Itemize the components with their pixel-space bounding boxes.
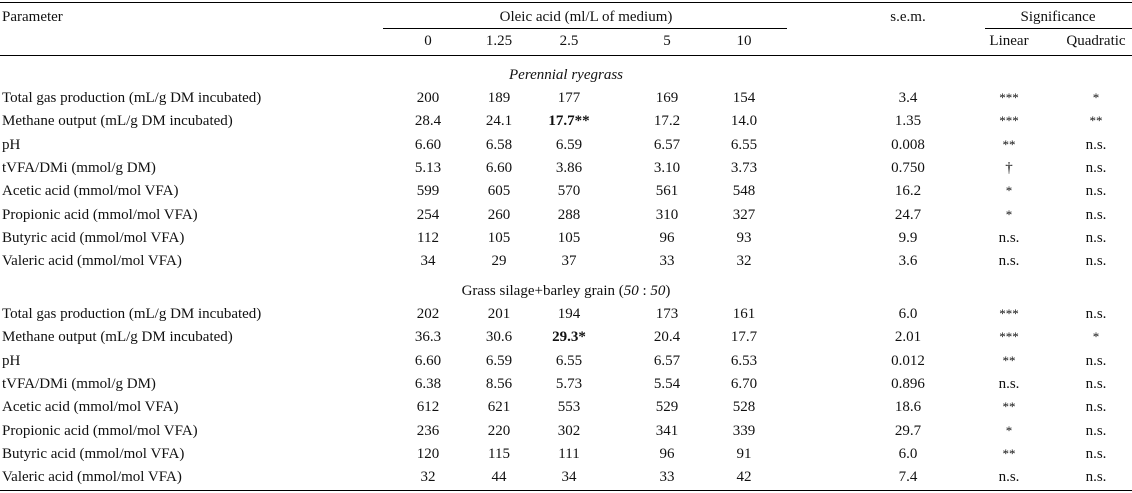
value-cell: 6.59	[555, 137, 583, 153]
value-cell: 96	[659, 446, 675, 462]
value-cell: 105	[557, 230, 581, 246]
value-cell: 112	[417, 230, 439, 246]
row-label: Butyric acid (mmol/mol VFA)	[2, 230, 185, 246]
row-label: Butyric acid (mmol/mol VFA)	[2, 446, 185, 462]
section-title-part: :	[638, 283, 651, 299]
value-cell: 6.60	[485, 160, 513, 176]
value-cell: 20.4	[653, 329, 681, 345]
linear-significance-cell: **	[1002, 137, 1016, 152]
linear-significance-cell: n.s.	[998, 469, 1020, 485]
value-cell: 115	[488, 446, 510, 462]
quadratic-significance-cell: n.s.	[1085, 353, 1107, 369]
section-title-part: 50	[623, 283, 639, 299]
bottom-rule	[0, 490, 1132, 491]
value-cell: 310	[655, 207, 679, 223]
value-cell: 3.73	[730, 160, 758, 176]
value-cell: 6.60	[414, 137, 442, 153]
header-level-10: 10	[736, 33, 752, 49]
value-cell: 6.57	[653, 137, 681, 153]
value-cell: 24.1	[485, 113, 513, 129]
header-level-2-5: 2.5	[559, 33, 579, 49]
value-cell: 5.73	[555, 376, 583, 392]
value-cell: 548	[732, 183, 756, 199]
value-cell: 6.55	[555, 353, 583, 369]
value-cell: 33	[659, 469, 675, 485]
row-label: Propionic acid (mmol/mol VFA)	[2, 423, 198, 439]
value-cell: 6.70	[730, 376, 758, 392]
value-cell: 91	[736, 446, 752, 462]
quadratic-significance-cell: n.s.	[1085, 306, 1107, 322]
value-cell: 111	[558, 446, 580, 462]
value-cell: 6.58	[485, 137, 513, 153]
value-cell: 570	[557, 183, 581, 199]
value-cell: 260	[487, 207, 511, 223]
value-cell: 169	[655, 90, 679, 106]
value-cell: 17.7**	[548, 113, 590, 129]
value-cell: 34	[420, 253, 436, 269]
value-cell: 14.0	[730, 113, 758, 129]
value-cell: 6.53	[730, 353, 758, 369]
value-cell: 28.4	[414, 113, 442, 129]
linear-significance-cell: **	[1002, 353, 1016, 368]
value-cell: 529	[655, 399, 679, 415]
value-cell: 17.2	[653, 113, 681, 129]
value-cell: 6.60	[414, 353, 442, 369]
quadratic-significance-cell: *	[1092, 329, 1100, 344]
sem-cell: 1.35	[894, 113, 922, 129]
quadratic-significance-cell: n.s.	[1085, 423, 1107, 439]
section-title	[462, 282, 671, 300]
row-label: Total gas production (mL/g DM incubated)	[2, 90, 262, 106]
section-title-part: )	[665, 283, 671, 299]
quadratic-significance-cell: n.s.	[1085, 207, 1107, 223]
value-cell: 177	[557, 90, 581, 106]
quadratic-significance-cell: *	[1092, 90, 1100, 105]
linear-significance-cell: †	[1005, 160, 1013, 176]
linear-significance-cell: ***	[999, 90, 1019, 105]
quadratic-significance-cell: **	[1089, 113, 1103, 128]
sem-cell: 3.6	[898, 253, 918, 269]
value-cell: 29.3*	[552, 329, 586, 345]
value-cell: 120	[416, 446, 440, 462]
linear-significance-cell: ***	[999, 113, 1019, 128]
value-cell: 612	[416, 399, 440, 415]
row-label: Total gas production (mL/g DM incubated)	[2, 306, 262, 322]
sem-cell: 29.7	[894, 423, 922, 439]
row-label: pH	[2, 353, 21, 369]
value-cell: 30.6	[485, 329, 513, 345]
value-cell: 32	[420, 469, 436, 485]
header-level-5: 5	[663, 33, 671, 49]
row-label: Acetic acid (mmol/mol VFA)	[2, 399, 179, 415]
value-cell: 3.10	[653, 160, 681, 176]
section-title-part: Grass silage+barley grain (	[461, 283, 624, 299]
quadratic-significance-cell: n.s.	[1085, 230, 1107, 246]
value-cell: 173	[655, 306, 679, 322]
linear-significance-cell: n.s.	[998, 253, 1020, 269]
row-label: Propionic acid (mmol/mol VFA)	[2, 207, 198, 223]
value-cell: 6.57	[653, 353, 681, 369]
value-cell: 3.86	[555, 160, 583, 176]
value-cell: 194	[557, 306, 581, 322]
value-cell: 154	[732, 90, 756, 106]
row-label: Valeric acid (mmol/mol VFA)	[2, 469, 182, 485]
sem-cell: 0.750	[891, 160, 925, 176]
value-cell: 528	[732, 399, 756, 415]
quadratic-significance-cell: n.s.	[1085, 446, 1107, 462]
quadratic-significance-cell: n.s.	[1085, 399, 1107, 415]
quadratic-significance-cell: n.s.	[1085, 183, 1107, 199]
linear-significance-cell: ***	[999, 329, 1019, 344]
value-cell: 202	[416, 306, 440, 322]
value-cell: 32	[736, 253, 752, 269]
value-cell: 341	[655, 423, 679, 439]
header-significance: Significance	[1020, 9, 1096, 25]
value-cell: 6.55	[730, 137, 758, 153]
value-cell: 288	[557, 207, 581, 223]
row-label: tVFA/DMi (mmol/g DM)	[2, 160, 156, 176]
sem-cell: 0.008	[891, 137, 925, 153]
value-cell: 5.13	[414, 160, 442, 176]
value-cell: 5.54	[653, 376, 681, 392]
row-label: tVFA/DMi (mmol/g DM)	[2, 376, 156, 392]
quadratic-significance-cell: n.s.	[1085, 253, 1107, 269]
value-cell: 201	[487, 306, 511, 322]
value-cell: 33	[659, 253, 675, 269]
header-level-1-25: 1.25	[485, 33, 513, 49]
value-cell: 37	[561, 253, 577, 269]
section-title-part: Perennial ryegrass	[508, 67, 624, 83]
header-bottom-rule	[0, 55, 1132, 56]
sem-cell: 9.9	[898, 230, 918, 246]
value-cell: 8.56	[485, 376, 513, 392]
linear-significance-cell: n.s.	[998, 376, 1020, 392]
value-cell: 6.59	[485, 353, 513, 369]
value-cell: 44	[491, 469, 507, 485]
sem-cell: 18.6	[894, 399, 922, 415]
sem-cell: 0.012	[891, 353, 925, 369]
value-cell: 29	[491, 253, 507, 269]
sem-cell: 7.4	[898, 469, 918, 485]
value-cell: 220	[487, 423, 511, 439]
linear-significance-cell: *	[1005, 423, 1013, 438]
value-cell: 327	[732, 207, 756, 223]
sem-cell: 6.0	[898, 306, 918, 322]
value-cell: 605	[487, 183, 511, 199]
value-cell: 621	[487, 399, 511, 415]
quadratic-significance-cell: n.s.	[1085, 376, 1107, 392]
sem-cell: 3.4	[898, 90, 918, 106]
row-label: Methane output (mL/g DM incubated)	[2, 113, 233, 129]
significance-group-rule	[985, 28, 1132, 29]
section-title-part: 50	[650, 283, 666, 299]
value-cell: 6.38	[414, 376, 442, 392]
header-linear: Linear	[989, 33, 1029, 49]
sem-cell: 0.896	[891, 376, 925, 392]
value-cell: 339	[732, 423, 756, 439]
sem-cell: 24.7	[894, 207, 922, 223]
top-rule	[0, 2, 1132, 3]
linear-significance-cell: ***	[999, 306, 1019, 321]
sem-cell: 6.0	[898, 446, 918, 462]
value-cell: 599	[416, 183, 440, 199]
value-cell: 302	[557, 423, 581, 439]
value-cell: 561	[655, 183, 679, 199]
quadratic-significance-cell: n.s.	[1085, 137, 1107, 153]
value-cell: 553	[557, 399, 581, 415]
value-cell: 34	[561, 469, 577, 485]
row-label: Methane output (mL/g DM incubated)	[2, 329, 233, 345]
oleic-group-rule	[383, 28, 787, 29]
sem-cell: 2.01	[894, 329, 922, 345]
row-label: Acetic acid (mmol/mol VFA)	[2, 183, 179, 199]
linear-significance-cell: **	[1002, 446, 1016, 461]
quadratic-significance-cell: n.s.	[1085, 469, 1107, 485]
value-cell: 161	[732, 306, 756, 322]
sem-cell: 16.2	[894, 183, 922, 199]
linear-significance-cell: n.s.	[998, 230, 1020, 246]
value-cell: 93	[736, 230, 752, 246]
value-cell: 200	[416, 90, 440, 106]
value-cell: 236	[416, 423, 440, 439]
header-parameter: Parameter	[2, 9, 63, 25]
linear-significance-cell: *	[1005, 207, 1013, 222]
value-cell: 36.3	[414, 329, 442, 345]
value-cell: 96	[659, 230, 675, 246]
row-label: pH	[2, 137, 21, 153]
header-oleic-acid: Oleic acid (ml/L of medium)	[499, 9, 673, 25]
value-cell: 189	[487, 90, 511, 106]
linear-significance-cell: *	[1005, 183, 1013, 198]
value-cell: 17.7	[730, 329, 758, 345]
header-sem: s.e.m.	[890, 9, 926, 25]
section-title	[509, 66, 623, 84]
value-cell: 254	[416, 207, 440, 223]
value-cell: 105	[487, 230, 511, 246]
row-label: Valeric acid (mmol/mol VFA)	[2, 253, 182, 269]
linear-significance-cell: **	[1002, 399, 1016, 414]
quadratic-significance-cell: n.s.	[1085, 160, 1107, 176]
header-level-0: 0	[424, 33, 432, 49]
header-quadratic: Quadratic	[1066, 33, 1126, 49]
value-cell: 42	[736, 469, 752, 485]
